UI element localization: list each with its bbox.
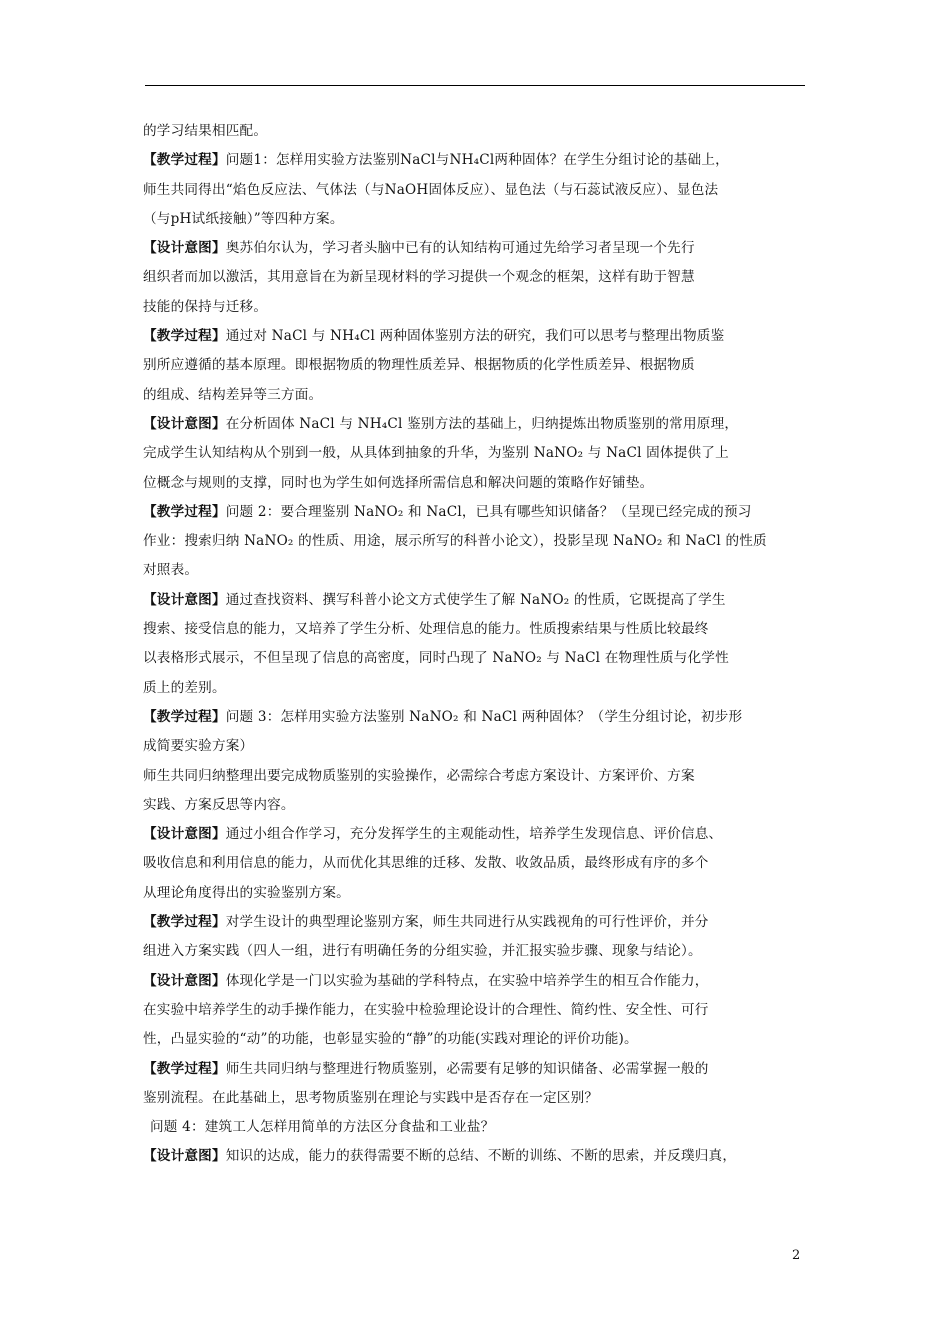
paragraph-5-text: 问题 2：要合理鉴别 NaNO₂ 和 NaCl，已具有哪些知识储备？（呈现已经完成的预习 作业：搜索归纳 NaNO₂ 的性质、用途，展示所写的科普小论文），投影呈现 NaNO₂ 和 NaCl 的性质 对照表。 bbox=[143, 503, 767, 579]
paragraph-10 bbox=[143, 908, 819, 967]
paragraph-2-label: 【设计意图】 bbox=[143, 240, 226, 257]
paragraph-12-label: 【教学过程】 bbox=[143, 1060, 226, 1077]
paragraph-10-label: 【教学过程】 bbox=[143, 914, 226, 931]
paragraph-9 bbox=[143, 820, 819, 908]
header-rule bbox=[145, 85, 805, 86]
paragraph-11-text: 体现化学是一门以实验为基础的学科特点，在实验中培养学生的相互合作能力， 在实验中培养学生的动手操作能力，在实验中检验理论设计的合理性、简约性、安全性、可行 性，凸显实验的“动”的功能，也彰显实验的“静”的功能(实践对理论的评价功能)。 bbox=[143, 972, 709, 1048]
paragraph-12 bbox=[143, 1055, 819, 1114]
paragraph-5-label: 【教学过程】 bbox=[143, 503, 226, 520]
paragraph-8-text: 师生共同归纳整理出要完成物质鉴别的实验操作，必需综合考虑方案设计、方案评价、方案 实践、方案反思等内容。 bbox=[143, 767, 695, 813]
paragraph-10-text: 对学生设计的典型理论鉴别方案，师生共同进行从实践视角的可行性评价，并分 组进入方案实践（四人一组，进行有明确任务的分组实验，并汇报实验步骤、现象与结论）。 bbox=[143, 914, 709, 960]
paragraph-14-text: 知识的达成，能力的获得需要不断的总结、不断的训练、不断的思索，并反璞归真， bbox=[225, 1148, 737, 1165]
paragraph-7-text: 问题 3：怎样用实验方法鉴别 NaNO₂ 和 NaCl 两种固体？（学生分组讨论，初步形 成简要实验方案） bbox=[143, 708, 743, 755]
paragraph-4-text: 在分析固体 NaCl 与 NH₄Cl 鉴别方法的基础上，归纳提炼出物质鉴别的常用原理， 完成学生认知结构从个别到一般，从具体到抽象的升华，为鉴别 NaNO₂ 与 NaCl 固体提供了上 位概念与规则的支撑，同时也为学生如何选择所需信息和解决问题的策略作好铺垫。 bbox=[143, 415, 739, 491]
paragraph-14 bbox=[143, 1142, 819, 1171]
paragraph-1-text: 问题1：怎样用实验方法鉴别NaCl与NH₄Cl两种固体？在学生分组讨论的基础上， 师生共同得出“焰色反应法、气体法（与NaOH固体反应）、显色法（与石蕊试液反应）、显色法 （与pH试纸接触）”等四种方案。 bbox=[143, 152, 729, 227]
paragraph-9-text: 通过小组合作学习，充分发挥学生的主观能动性，培养学生发现信息、评价信息、 吸收信息和利用信息的能力，从而优化其思维的迁移、发散、收敛品质，最终形成有序的多个 从理论角度得出的实验鉴别方案。 bbox=[143, 826, 723, 901]
paragraph-5 bbox=[143, 498, 819, 586]
paragraph-3-label: 【教学过程】 bbox=[143, 328, 226, 345]
paragraph-11 bbox=[143, 967, 819, 1055]
paragraph-2 bbox=[143, 234, 819, 322]
paragraph-3 bbox=[143, 322, 819, 410]
paragraph-14-label: 【设计意图】 bbox=[143, 1148, 226, 1165]
paragraph-11-label: 【设计意图】 bbox=[143, 972, 226, 989]
paragraph-4-label: 【设计意图】 bbox=[143, 415, 226, 432]
paragraph-6-text: 通过查找资料、撰写科普小论文方式使学生了解 NaNO₂ 的性质，它既提高了学生 搜索、接受信息的能力，又培养了学生分析、处理信息的能力。性质搜索结果与性质比较最终 以表格形式展示，不但呈现了信息的高密度，同时凸现了 NaNO₂ 与 NaCl 在物理性质与化学性 质上的差别。 bbox=[143, 591, 729, 696]
paragraph-0 bbox=[143, 117, 819, 146]
paragraph-6 bbox=[143, 586, 819, 703]
paragraph-13-text: 问题 4：建筑工人怎样用简单的方法区分食盐和工业盐？ bbox=[150, 1119, 495, 1136]
paragraph-0-text: 的学习结果相匹配。 bbox=[143, 123, 268, 139]
paragraph-8 bbox=[143, 762, 819, 821]
paragraph-13 bbox=[143, 1113, 819, 1142]
paragraph-3-text: 通过对 NaCl 与 NH₄Cl 两种固体鉴别方法的研究，我们可以思考与整理出物质鉴 别所应遵循的基本原理。即根据物质的物理性质差异、根据物质的化学性质差异、根据物质 的组成、结构差异等三方面。 bbox=[143, 328, 725, 403]
paragraph-1 bbox=[143, 146, 819, 234]
paragraph-6-label: 【设计意图】 bbox=[143, 591, 226, 608]
paragraph-7-label: 【教学过程】 bbox=[143, 708, 226, 725]
paragraph-2-text: 奥苏伯尔认为，学习者头脑中已有的认知结构可通过先给学习者呈现一个先行 组织者而加以激活，其用意旨在为新呈现材料的学习提供一个观念的框架，这样有助于智慧 技能的保持与迁移。 bbox=[143, 240, 695, 315]
paragraph-1-label: 【教学过程】 bbox=[143, 152, 226, 169]
paragraph-9-label: 【设计意图】 bbox=[143, 826, 226, 843]
paragraph-7 bbox=[143, 703, 819, 762]
paragraph-4 bbox=[143, 410, 819, 498]
document-body bbox=[143, 117, 819, 1172]
paragraph-12-text: 师生共同归纳与整理进行物质鉴别，必需要有足够的知识储备、必需掌握一般的 鉴别流程。在此基础上，思考物质鉴别在理论与实践中是否存在一定区别？ bbox=[143, 1060, 709, 1106]
page-number: 2 bbox=[792, 1248, 801, 1263]
